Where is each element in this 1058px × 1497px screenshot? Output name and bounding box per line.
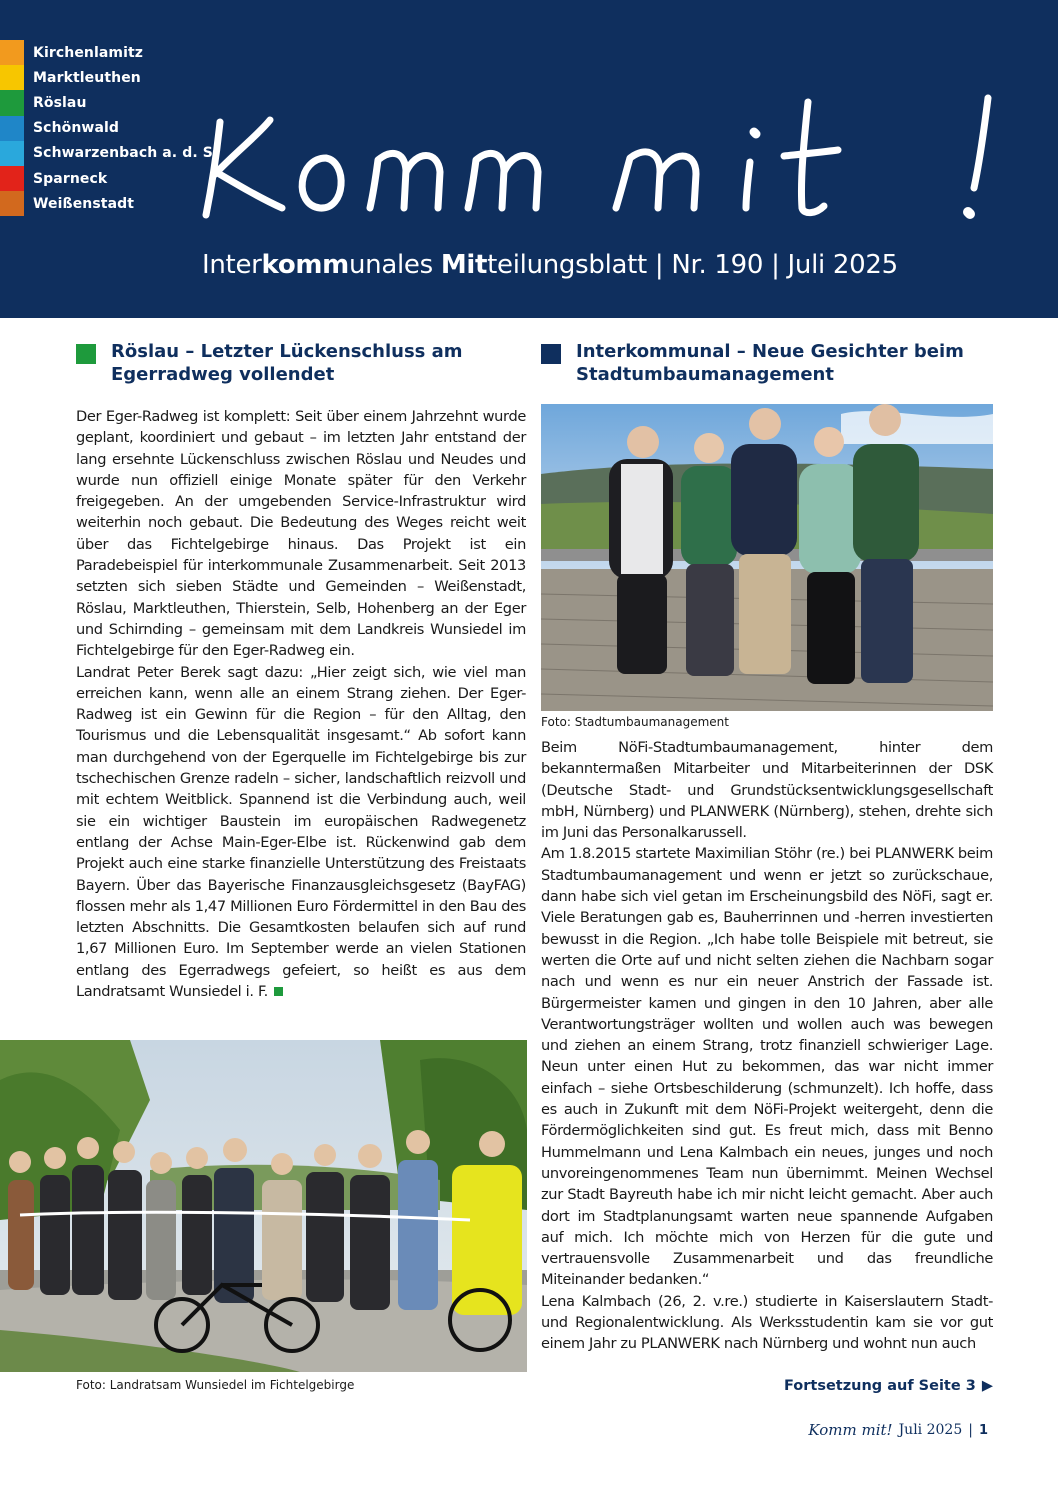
headline-square-marker: [76, 344, 96, 364]
town-color-swatch: [0, 40, 24, 65]
left-article: [76, 340, 526, 1002]
town-name: Kirchenlamitz: [33, 44, 144, 61]
paragraph: Beim NöFi-Stadtumbaumanagement, hinter dem bekanntermaßen Mitarbeiter und Mitarbeiterinnen der DSK (Deutsche Stadt- und Grundstücksentwicklungsgesellschaft mbH, Nürnberg) und PLANWERK (Nürnberg), stehen, drehte sich im Juni das Personalkarussell.: [541, 739, 993, 842]
town-name: Schwarzenbach a. d. S.: [33, 145, 219, 162]
ribbon-cutting-group-photo: [0, 1040, 527, 1372]
town-name: Röslau: [33, 94, 87, 111]
headline-text: Interkommunal – Neue Gesichter beim Stadtumbaumanagement: [576, 341, 964, 385]
article-headline: [541, 340, 993, 386]
town-item: [0, 116, 218, 141]
town-item: [0, 191, 218, 216]
town-name: Sparneck: [33, 170, 108, 187]
footer-logo: Komm mit!: [808, 1421, 893, 1439]
page-number: 1: [978, 1422, 988, 1438]
town-item: [0, 40, 218, 65]
town-name: Schönwald: [33, 120, 120, 137]
page-footer: [808, 1421, 988, 1439]
town-list: [0, 40, 218, 216]
masthead: [0, 0, 1058, 318]
headline-square-marker: [541, 344, 561, 364]
article-body: [541, 737, 993, 1355]
paragraph: Der Eger-Radweg ist komplett: Seit über einem Jahrzehnt wurde geplant, koordiniert und gebaut – im letzten Jahr entstand der lang ersehnte Lückenschluss zwischen Röslau und Neudes und wurde nun offiziell einige Monate später für den Verkehr freigegeben. An der umgebenden Service-Infrastruktur wird weiterhin noch gebaut. Die Bedeutung des Weges reicht weit über das Fichtelgebirge hinaus. Das Projekt ist ein Paradebeispiel für interkommunale Zusammenarbeit. Seit 2013 setzten sich sieben Städte und Gemeinden – Weißenstadt, Röslau, Marktleuthen, Thierstein, Selb, Hohenberg an der Eger und Schirnding – gemeinsam mit dem Landkreis Wunsiedel im Fichtelgebirge für den Eger-Radweg ein.: [76, 408, 526, 660]
town-name: Weißenstadt: [33, 195, 135, 212]
photo-caption: Foto: Landratsam Wunsiedel im Fichtelgebirge: [76, 1378, 355, 1392]
continue-label: Fortsetzung auf Seite 3: [783, 1378, 976, 1394]
photo-illustration: [541, 404, 993, 711]
right-article: [541, 340, 993, 1355]
town-color-swatch: [0, 191, 24, 216]
town-item: [0, 166, 218, 191]
town-item: [0, 90, 218, 115]
paragraph-text: Landrat Peter Berek sagt dazu: „Hier zeigt sich, wie viel man erreichen kann, wenn alle an einem Strang ziehen. Der Eger-Radweg ist ein Gewinn für die Region – für den Alltag, den Tourismus und die Lebensqualität insgesamt.“ Ab sofort kann man durchgehend von der Egerquelle im Fichtelgebirge bis zur tschechischen Grenze radeln – sicher, landschaftlich reizvoll und mit echtem Weitblick. Spannend ist die Verbindung auch, weil sie ein wichtiger Baustein im europäischen Radwegenetz entlang der Achse Main-Eger-Elbe ist. Rückenwind gab dem Projekt auch eine starke finanzielle Unterstützung des Freistaats Bayern. Über das Bayerische Finanzausgleichsgesetz (BayFAG) flossen mehr als 1,47 Millionen Euro Fördermittel in den Bau des letzten Abschnitts. Die Gesamtkosten belaufen sich auf rund 1,67 Millionen Euro. Im September werde an vielen Stationen entlang des Egerradwegs gefeiert, so heißt es aus dem Landratsamt Wunsiedel i. F.: [76, 663, 526, 1001]
article-headline: [76, 340, 526, 386]
town-item: [0, 141, 218, 166]
town-color-swatch: [0, 65, 24, 90]
paragraph: [76, 662, 526, 1003]
paragraph: Lena Kalmbach (26, 2. v.re.) studierte in Kaiserslautern Stadt- und Regionalentwicklung. Als Werksstudentin kam sie vor gut einem Jahr zu PLANWERK nach Nürnberg und wohnt nun auch: [541, 1292, 993, 1353]
headline-text: Röslau – Letzter Lückenschluss am Egerradweg vollendet: [111, 341, 463, 385]
photo-caption: Foto: Stadtumbaumanagement: [541, 715, 729, 729]
footer-separator: |: [968, 1422, 973, 1438]
town-name: Marktleuthen: [33, 69, 141, 86]
left-photo-block: [0, 1040, 527, 1392]
komm-mit-logo: [198, 80, 1038, 250]
end-of-article-square-icon: [274, 987, 283, 996]
town-color-swatch: [0, 141, 24, 166]
town-color-swatch: [0, 166, 24, 191]
photo-illustration: [0, 1040, 527, 1372]
town-item: [0, 65, 218, 90]
right-triangle-arrow-icon: ▶: [981, 1378, 993, 1394]
team-group-photo: [541, 404, 993, 711]
town-color-swatch: [0, 90, 24, 115]
town-color-swatch: [0, 116, 24, 141]
continue-on-page-link[interactable]: [541, 1378, 993, 1394]
footer-date: Juli 2025: [898, 1422, 963, 1438]
paragraph: Am 1.8.2015 startete Maximilian Stöhr (re.) bei PLANWERK beim Stadtumbaumanagement und wenn er jetzt so zurückschaue, dann habe sich viel getan im Erscheinungsbild des NöFi, sagt er. Viele Beratungen gab es, Bauherrinnen und -herren investierten bewusst in die Region. „Ich habe tolle Beispiele mit betreut, sie werten die Orte auf und nicht selten ziehen die Nachbarn sogar nach und wenn es nur ein neuer Anstrich der Fassade ist. Bürgermeister kamen und gingen in den 10 Jahren, aber alle Verantwortungsträger wollten und wollen auch was bewegen und ziehen an einem Strang, trotz finanziell schwieriger Lage. Neun unter einen Hut zu bekommen, das war nicht immer einfach – siehe Ortsbeschilderung (schmunzelt). Ich hoffe, dass es auch in Zukunft mit dem NöFi-Projekt weitergeht, denn die Fördermöglichkeiten sind gut. Es freut mich, dass mit Benno Hummelmann und Lena Kalmbach ein neues, junges und noch unvoreingenommenes Team nun übernimmt. Meinen Wechsel zur Stadt Bayreuth habe ich mir nicht leicht gemacht. Aber auch dort im Stadtplanungsamt warten neue spannende Aufgaben auf mich. Ich möchte mich von Herzen für die gute und vertrauensvolle Zusammenarbeit und das freundliche Miteinander bedanken.“: [541, 845, 993, 1289]
article-body: [76, 406, 526, 1002]
masthead-tagline: Interkommunales Mitteilungsblatt | Nr. 190 | Juli 2025: [202, 250, 898, 280]
